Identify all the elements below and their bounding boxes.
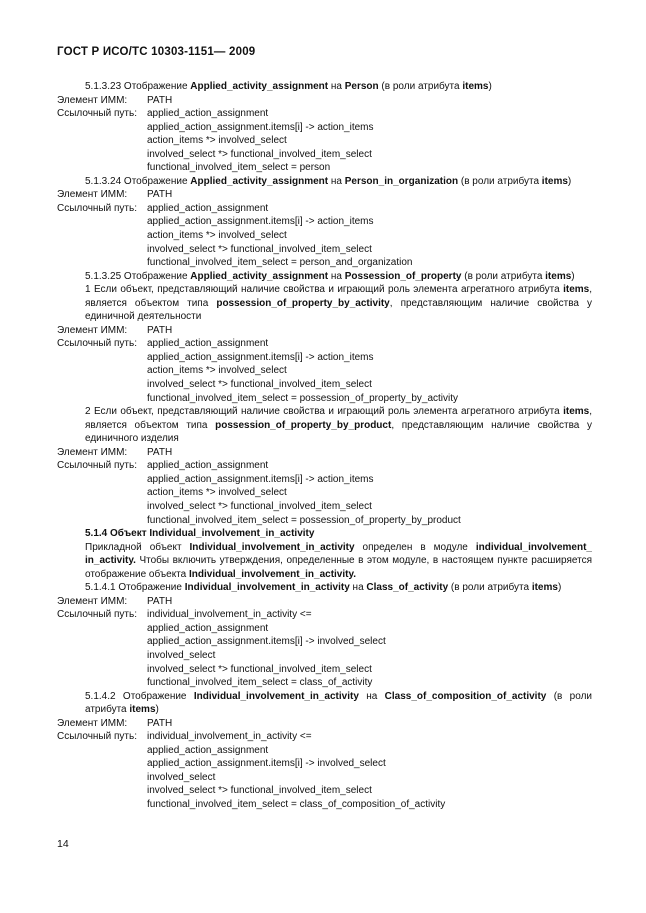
page-header: ГОСТ Р ИСО/ТС 10303-1151— 2009 — [57, 46, 256, 58]
path-line: action_items *> involved_select — [147, 230, 287, 242]
section-heading-5-1-3-23: 5.1.3.23 Отображение Applied_activity_assignment на Person (в роли атрибута items) — [85, 81, 492, 92]
condition-paragraph-2: 2 Если объект, представляющий наличие свойства и играющий роль элемента агрегатного атрибута items, является объектом типа possession_of_property_by_product, представляющим наличие свойства у единичного изделия — [85, 406, 592, 445]
reference-path-row: Ссылочный путь: individual_involvement_in_activity <= — [57, 609, 312, 621]
path-line: functional_involved_item_select = person_and_organization — [147, 257, 413, 269]
section-heading-5-1-4: 5.1.4 Объект Individual_involvement_in_activity — [85, 528, 315, 540]
path-line: applied_action_assignment — [147, 744, 269, 756]
path-line: applied_action_assignment.items[i] -> action_items — [147, 216, 374, 228]
path-line: involved_select *> functional_involved_item_select — [147, 243, 372, 255]
path-line: functional_involved_item_select = class_of_activity — [147, 677, 373, 689]
path-line: involved_select *> functional_involved_item_select — [147, 500, 372, 512]
path-line: involved_select — [147, 649, 216, 661]
path-line: involved_select — [147, 771, 216, 783]
imm-element-row: Элемент ИММ: PATH — [57, 717, 173, 729]
path-line: applied_action_assignment.items[i] -> action_items — [147, 473, 374, 485]
reference-path-row: Ссылочный путь: applied_action_assignment — [57, 460, 269, 472]
path-line: involved_select *> functional_involved_item_select — [147, 785, 372, 797]
path-line: functional_involved_item_select = class_of_composition_of_activity — [147, 798, 446, 810]
section-heading-5-1-4-2: 5.1.4.2 Отображение Individual_involvement_in_activity на Class_of_composition_of_activity (в роли атрибута items) — [85, 690, 592, 716]
page-number: 14 — [57, 838, 69, 850]
imm-element-row: Элемент ИММ: PATH — [57, 595, 173, 607]
path-line: applied_action_assignment.items[i] -> action_items — [147, 121, 374, 133]
path-line: involved_select *> functional_involved_item_select — [147, 663, 372, 675]
reference-path-row: Ссылочный путь: applied_action_assignment — [57, 338, 269, 350]
reference-path-row: Ссылочный путь: applied_action_assignment — [57, 202, 269, 214]
path-line: action_items *> involved_select — [147, 487, 287, 499]
path-line: involved_select *> functional_involved_item_select — [147, 379, 372, 391]
section-intro-paragraph: Прикладной объект Individual_involvement_in_activity определен в модуле individual_involvement_ in_activity. Чтобы включить утверждения, определенные в этом модуле, в настоящем пункте расширяется отображение объекта Individual_involvement_in_activity. — [85, 541, 592, 580]
document-body — [57, 80, 592, 812]
path-line: involved_select *> functional_involved_item_select — [147, 148, 372, 160]
path-line: functional_involved_item_select = possession_of_property_by_product — [147, 514, 461, 526]
imm-element-row: Элемент ИММ: PATH — [57, 324, 173, 336]
imm-element-row: Элемент ИММ: PATH — [57, 446, 173, 458]
path-line: applied_action_assignment — [147, 622, 269, 634]
path-line: functional_involved_item_select = possession_of_property_by_activity — [147, 392, 459, 404]
section-heading-5-1-4-1: 5.1.4.1 Отображение Individual_involvement_in_activity на Class_of_activity (в роли атрибута items) — [85, 582, 562, 594]
path-line: functional_involved_item_select = person — [147, 162, 331, 174]
path-line: action_items *> involved_select — [147, 365, 287, 377]
path-line: applied_action_assignment.items[i] -> action_items — [147, 351, 374, 363]
path-line: applied_action_assignment.items[i] -> involved_select — [147, 758, 386, 770]
path-line: action_items *> involved_select — [147, 135, 287, 147]
section-heading-5-1-3-24: 5.1.3.24 Отображение Applied_activity_assignment на Person_in_organization (в роли атрибута items) — [85, 175, 572, 187]
imm-element-row: Элемент ИММ: PATH — [57, 94, 173, 106]
condition-paragraph-1: 1 Если объект, представляющий наличие свойства и играющий роль элемента агрегатного атрибута items, является объектом типа possession_of_property_by_activity, представляющим наличие свойства у единичной деятельности — [85, 284, 593, 323]
imm-element-row: Элемент ИММ: PATH — [57, 189, 173, 201]
reference-path-row: Ссылочный путь: individual_involvement_in_activity <= — [57, 731, 312, 743]
section-heading-5-1-3-25: 5.1.3.25 Отображение Applied_activity_assignment на Possession_of_property (в роли атрибута items) — [85, 270, 575, 282]
path-line: applied_action_assignment.items[i] -> involved_select — [147, 636, 386, 648]
reference-path-row: Ссылочный путь: applied_action_assignment — [57, 108, 269, 120]
